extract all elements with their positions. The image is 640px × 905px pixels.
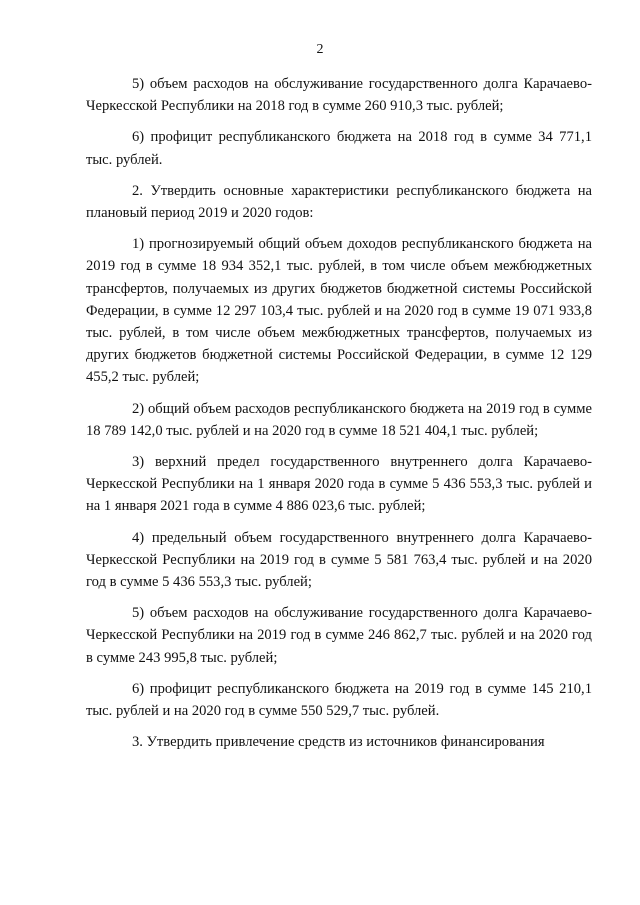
- paragraph-surplus-2018: 6) профицит республиканского бюджета на 2018 год в сумме 34 771,1 тыс. рублей.: [86, 129, 592, 168]
- paragraph-revenue-2019-2020: 1) прогнозируемый общий объем доходов республиканского бюджета на 2019 год в сумме 18 934 352,1 тыс. рублей, в том числе объем межбюджетных трансфертов, получаемых из других бюджетов бюджетной системы Российской Федерации, в сумме 12 297 103,4 тыс. рублей и на 2020 год в сумме 19 071 933,8 тыс. рублей, в том числе объем межбюджетных трансфертов, получаемых из других бюджетов бюджетной системы Российской Федерации, в сумме 12 129 455,2 тыс. рублей;: [86, 236, 592, 386]
- document-body: [86, 73, 592, 753]
- paragraph-debt-limit: 4) предельный объем государственного внутреннего долга Карачаево-Черкесской Республики на 2019 год в сумме 5 581 763,4 тыс. рублей и на 2020 год в сумме 5 436 553,3 тыс. рублей;: [86, 529, 592, 591]
- paragraph-surplus-2019-2020: 6) профицит республиканского бюджета на 2019 год в сумме 145 210,1 тыс. рублей и на 2020 год в сумме 550 529,7 тыс. рублей.: [86, 680, 592, 720]
- paragraph-debt-service-2018: 5) объем расходов на обслуживание государственного долга Карачаево-Черкесской Республики на 2018 год в сумме 260 910,3 тыс. рублей;: [86, 76, 592, 115]
- paragraph-debt-ceiling: 3) верхний предел государственного внутреннего долга Карачаево-Черкесской Республики на 1 января 2020 года в сумме 5 436 553,3 тыс. рублей и на 1 января 2021 года в сумме 4 886 023,6 тыс. рублей;: [86, 454, 592, 515]
- paragraph-expenditure-2019-2020: 2) общий объем расходов республиканского бюджета на 2019 год в сумме 18 789 142,0 тыс. рублей и на 2020 год в сумме 18 521 404,1 тыс. рублей;: [86, 400, 592, 439]
- paragraph-section-2-heading: 2. Утвердить основные характеристики республиканского бюджета на плановый период 2019 и 2020 годов:: [86, 182, 592, 222]
- paragraph-section-3-start: 3. Утвердить привлечение средств из источников финансирования: [132, 734, 545, 751]
- paragraph-debt-service-2019-2020: 5) объем расходов на обслуживание государственного долга Карачаево-Черкесской Республики на 2019 год в сумме 246 862,7 тыс. рублей и на 2020 год в сумме 243 995,8 тыс. рублей;: [86, 605, 592, 666]
- page-number: 2: [316, 42, 324, 57]
